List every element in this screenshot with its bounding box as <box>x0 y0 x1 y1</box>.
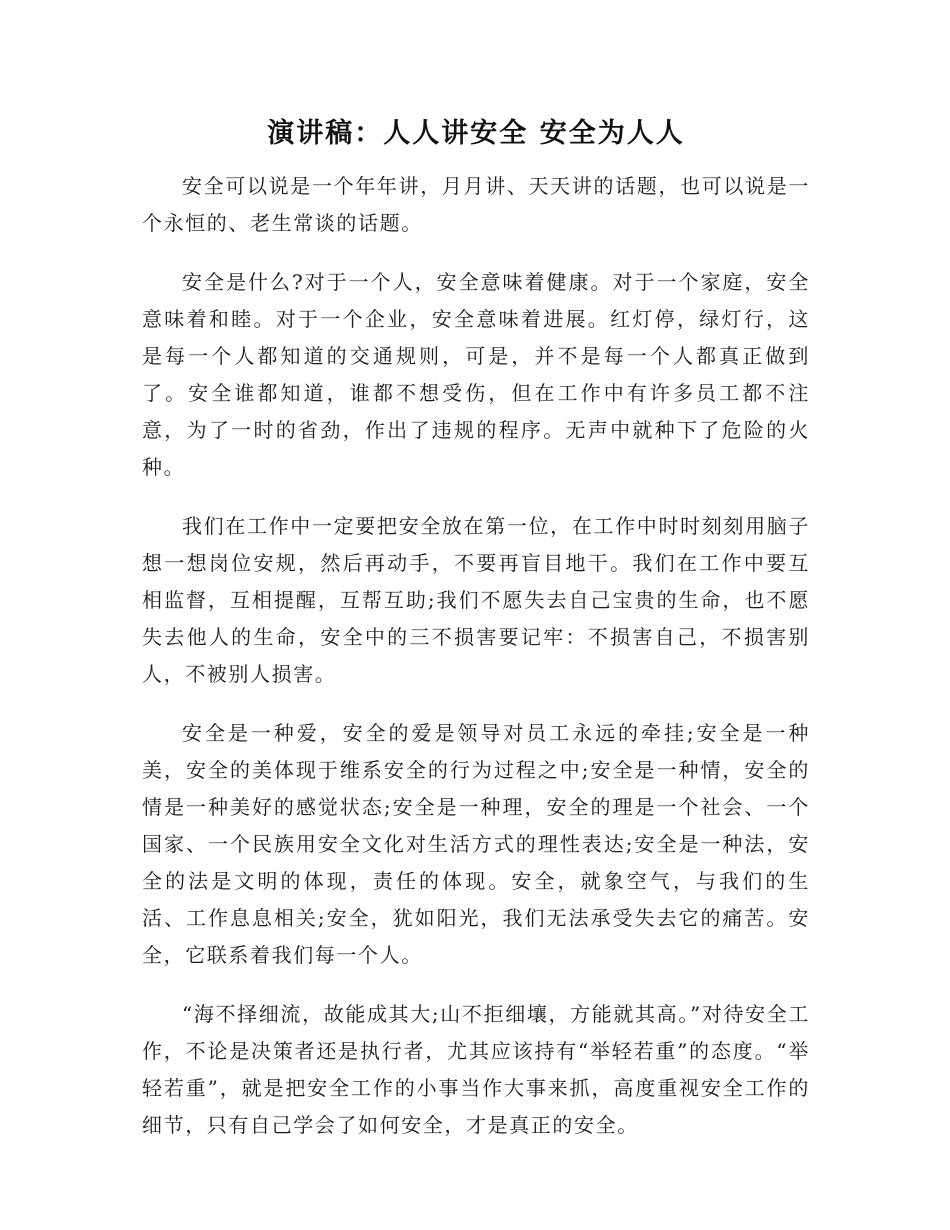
paragraph-3: 我们在工作中一定要把安全放在第一位，在工作中时时刻刻用脑子想一想岗位安规，然后再动手，不要再盲目地干。我们在工作中要互相监督，互相提醒，互帮互助;我们不愿失去自己宝贵的生命，也不愿失去他人的生命，安全中的三不损害要记牢：不损害自己，不损害别人，不被别人损害。 <box>142 514 810 686</box>
paragraph-4: 安全是一种爱，安全的爱是领导对员工永远的牵挂;安全是一种美，安全的美体现于维系安全的行为过程之中;安全是一种情，安全的情是一种美好的感觉状态;安全是一种理，安全的理是一个社会、一个国家、一个民族用安全文化对生活方式的理性表达;安全是一种法，安全的法是文明的体现，责任的体现。安全，就象空气，与我们的生活、工作息息相关;安全，犹如阳光，我们无法承受失去它的痛苦。安全，它联系着我们每一个人。 <box>142 721 810 967</box>
document-title: 演讲稿：人人讲安全 安全为人人 <box>267 118 685 149</box>
paragraph-2: 安全是什么?对于一个人，安全意味着健康。对于一个家庭，安全意味着和睦。对于一个企业，安全意味着进展。红灯停，绿灯行，这是每一个人都知道的交通规则，可是，并不是每一个人都真正做到了。安全谁都知道，谁都不想受伤，但在工作中有许多员工都不注意，为了一时的省劲，作出了违规的程序。无声中就种下了危险的火种。 <box>142 270 810 479</box>
paragraph-1: 安全可以说是一个年年讲，月月讲、天天讲的话题，也可以说是一个永恒的、老生常谈的话题。 <box>142 174 810 235</box>
paragraph-5: “海不择细流，故能成其大;山不拒细壤，方能就其高。”对待安全工作，不论是决策者还是执行者，尤其应该持有“举轻若重”的态度。“举轻若重”，就是把安全工作的小事当作大事来抓，高度重视安全工作的细节，只有自己学会了如何安全，才是真正的安全。 <box>142 1002 810 1137</box>
